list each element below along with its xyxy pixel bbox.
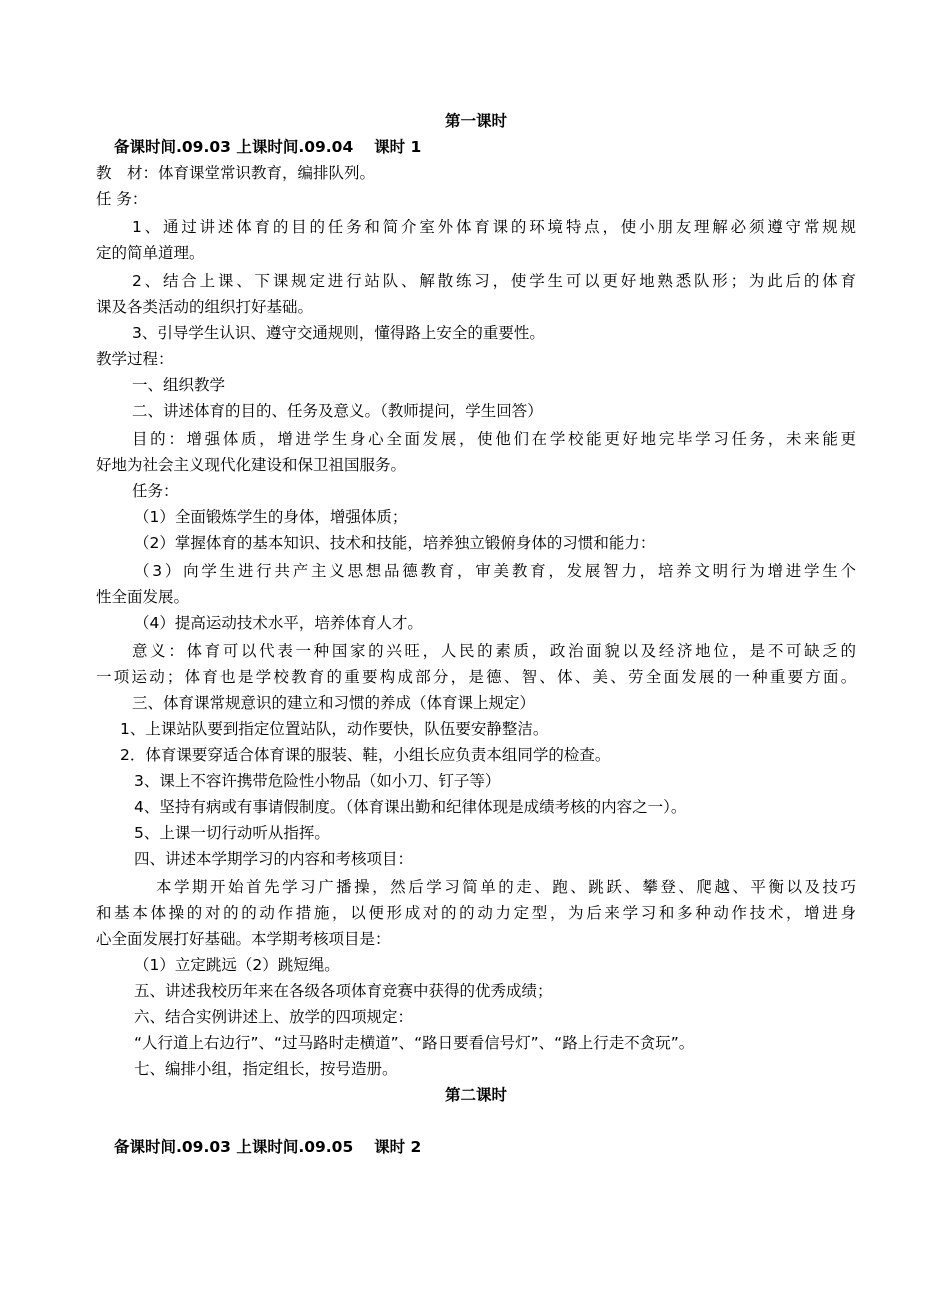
task-2-line-1: 2、结合上课、下课规定进行站队、解散练习，使学生可以更好地熟悉队形；为此后的体育 [132,272,856,290]
content-line-3: 心全面发展打好基础。本学期考核项目是： [96,930,391,948]
content-line-2: 和基本体操的对的的动作措施，以便形成对的的动力定型，为后来学习和多种动作技术，增进身 [96,904,856,922]
content-line-1: 本学期开始首先学习广播操，然后学习简单的走、跑、跳跃、攀登、爬越、平衡以及技巧 [156,878,856,896]
lesson2-header: 备课时间.09.03 上课时间.09.05 课时 2 [114,1138,422,1156]
meaning-line-2: 一项运动；体育也是学校教育的重要构成部分，是德、智、体、美、劳全面发展的一种重要方面。 [96,668,856,686]
task-1-line-2: 定的简单道理。 [96,244,205,262]
rule-1: 1、上课站队要到指定位置站队，动作要快，队伍要安静整洁。 [120,720,549,738]
process-7: 七、编排小组，指定组长，按号造册。 [134,1060,398,1078]
task-2-line-2: 课及各类活动的组织打好基础。 [96,298,314,316]
purpose-line-2: 好地为社会主义现代化建设和保卫祖国服务。 [96,456,407,474]
task-item-2: （2）掌握体育的基本知识、技术和技能，培养独立锻俯身体的习惯和能力： [134,534,656,552]
process-4: 四、讲述本学期学习的内容和考核项目： [134,850,414,868]
rule-5: 5、上课一切行动听从指挥。 [134,824,330,842]
process-3: 三、体育课常规意识的建立和习惯的养成（体育课上规定） [132,694,536,712]
rule-3: 3、课上不容许携带危险性小物品（如小刀、钉子等） [134,772,501,790]
task-item-1: （1）全面锻炼学生的身体，增强体质； [134,508,408,526]
task-label: 任务： [132,482,179,500]
rule-2: 2．体育课要穿适合体育课的服装、鞋，小组长应负责本组同学的检查。 [120,746,611,764]
lesson2-title: 第二课时 [444,1086,507,1104]
rule-4: 4、坚持有病或有事请假制度。（体育课出勤和纪律体现是成绩考核的内容之一）。 [134,798,687,816]
traffic-rules: “人行道上右边行”、“过马路时走横道”、“路日要看信号灯”、“路上行走不贪玩”。 [134,1034,695,1052]
task-3: 3、引导学生认识、遵守交通规则，懂得路上安全的重要性。 [132,324,545,342]
process-5: 五、讲述我校历年来在各级各项体育竞赛中获得的优秀成绩； [134,982,553,1000]
lesson1-header: 备课时间.09.03 上课时间.09.04 课时 1 [114,138,422,156]
textbook-line: 教 材：体育课堂常识教育，编排队列。 [96,164,376,182]
meaning-line-1: 意义：体育可以代表一种国家的兴旺，人民的素质，政治面貌以及经济地位，是不可缺乏的 [132,642,856,660]
process-6: 六、结合实例讲述上、放学的四项规定： [134,1008,414,1026]
exam-items: （1）立定跳远（2）跳短绳。 [134,956,340,974]
lesson1-title: 第一课时 [444,112,507,130]
process-1: 一、组织教学 [132,376,226,394]
purpose-line-1: 目的：增强体质，增进学生身心全面发展，使他们在学校能更好地完毕学习任务，未来能更 [132,430,856,448]
tasks-label: 任 务： [96,190,148,208]
process-2: 二、讲述体育的目的、任务及意义。（教师提问，学生回答） [132,402,543,420]
task-item-3-line-2: 性全面发展。 [96,588,190,606]
task-item-4: （4）提高运动技术水平，培养体育人才。 [134,614,423,632]
task-item-3-line-1: （3）向学生进行共产主义思想品德教育，审美教育，发展智力，培养文明行为增进学生个 [134,562,856,580]
task-1-line-1: 1、通过讲述体育的目的任务和简介室外体育课的环境特点，使小朋友理解必须遵守常规规 [132,218,856,236]
process-label: 教学过程： [96,350,174,368]
